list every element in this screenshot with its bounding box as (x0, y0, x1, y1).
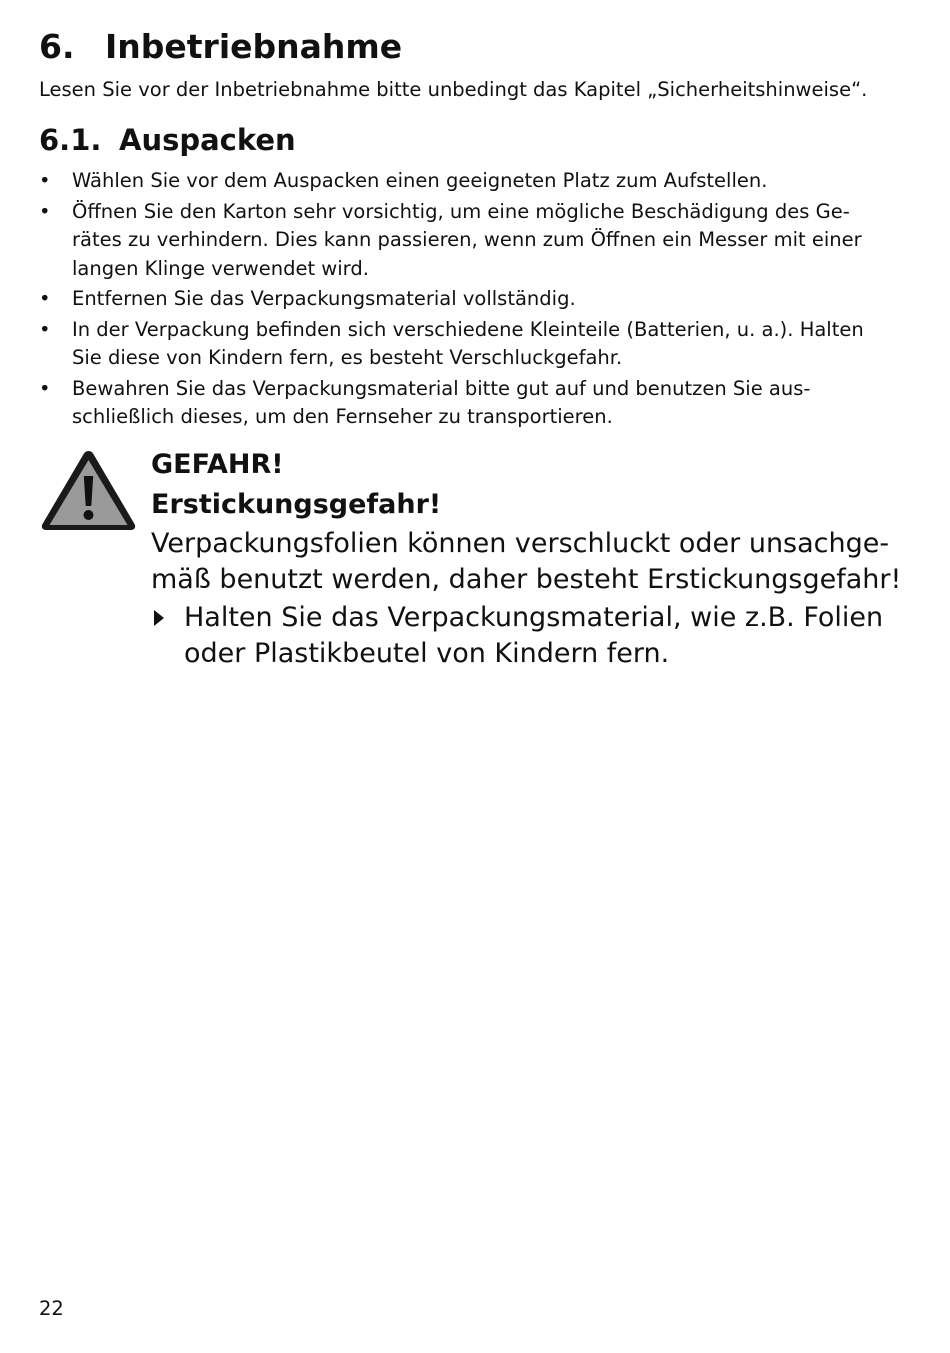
list-item (39, 198, 869, 284)
list-item-text: schließlich dieses, um den Fernseher zu transportieren. (72, 405, 613, 428)
warning-title: GEFAHR! (151, 449, 284, 480)
list-item-text: In der Verpackung befinden sich verschiedene Kleinteile (Batterien, u. a.). Halten (72, 317, 864, 341)
section-heading (39, 26, 402, 68)
subsection-title: Auspacken (119, 123, 296, 157)
action-arrow-icon (153, 609, 165, 627)
bullet-icon: • (39, 317, 51, 341)
warning-action-line: oder Plastikbeutel von Kindern fern. (184, 638, 670, 669)
list-item (39, 167, 869, 196)
unpacking-list (39, 167, 869, 434)
list-item-text: Entfernen Sie das Verpackungsmaterial vollständig. (72, 287, 576, 310)
warning-block (151, 445, 902, 672)
warning-text (151, 526, 902, 598)
list-item-text: Sie diese von Kindern fern, es besteht Verschluckgefahr. (72, 346, 623, 369)
warning-triangle-icon (39, 448, 138, 533)
warning-text-line: mäß benutzt werden, daher besteht Erstickungsgefahr! (151, 564, 902, 595)
section-title: Inbetriebnahme (105, 27, 403, 66)
list-item (39, 375, 869, 432)
warning-action-line: Halten Sie das Verpackungsmaterial, wie z.B. Folien (184, 602, 884, 633)
list-item-text: Wählen Sie vor dem Auspacken einen geeigneten Platz zum Aufstellen. (72, 169, 768, 192)
bullet-icon: • (39, 287, 51, 310)
list-item (39, 285, 869, 314)
bullet-icon: • (39, 169, 51, 192)
warning-action (151, 600, 884, 672)
bullet-icon: • (39, 199, 51, 223)
section-intro: Lesen Sie vor der Inbetriebnahme bitte unbedingt das Kapitel „Sicherheitshinweise“. (39, 78, 868, 101)
bullet-icon: • (39, 376, 51, 400)
list-item-text: Bewahren Sie das Verpackungsmaterial bitte gut auf und benutzen Sie aus- (72, 376, 811, 400)
subsection-heading (39, 121, 296, 159)
subsection-number: 6.1. (39, 123, 102, 157)
warning-text-line: Verpackungsfolien können verschluckt oder unsachge- (151, 528, 890, 559)
page-number: 22 (39, 1297, 64, 1320)
list-item-text: langen Klinge verwendet wird. (72, 256, 369, 280)
list-item-text: Öffnen Sie den Karton sehr vorsichtig, um eine mögliche Beschädigung des Ge- (72, 199, 850, 223)
warning-subtitle: Erstickungsgefahr! (151, 489, 442, 520)
list-item (39, 316, 869, 373)
section-number: 6. (39, 27, 75, 66)
list-item-text: rätes zu verhindern. Dies kann passieren, wenn zum Öffnen ein Messer mit einer (72, 228, 862, 251)
